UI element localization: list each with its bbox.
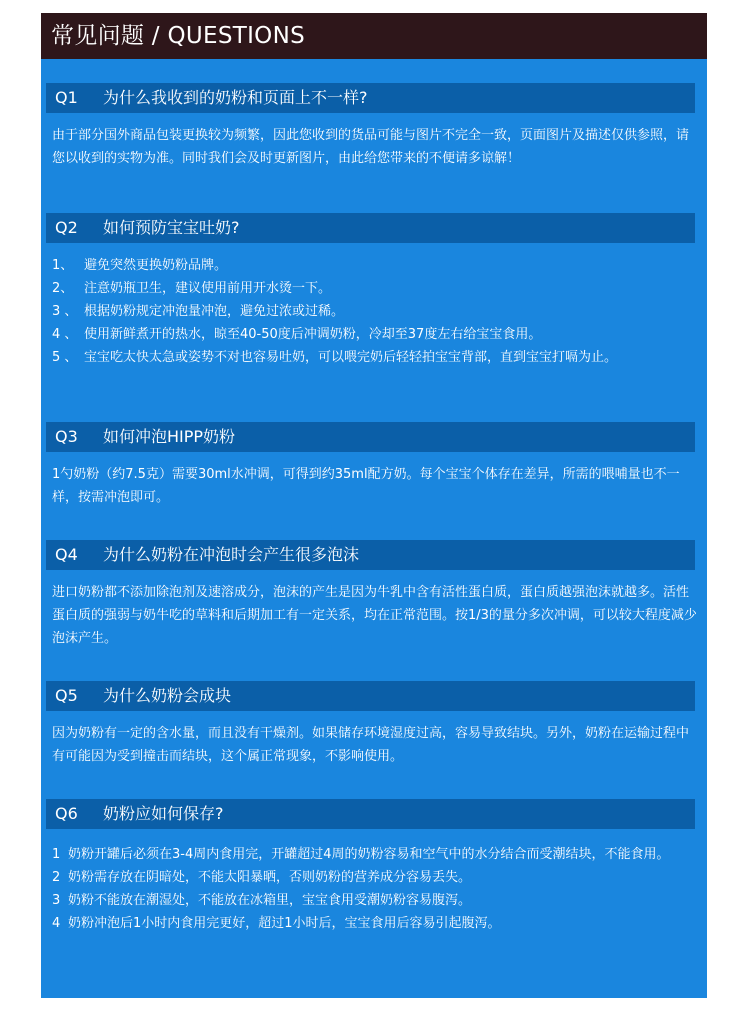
page-title: 常见问题 / QUESTIONS <box>41 13 707 59</box>
list-item-text: 注意奶瓶卫生，建议使用前用开水烫一下。 <box>84 281 332 296</box>
answer-paragraph: 由于部分国外商品包装更换较为频繁，因此您收到的货品可能与图片不完全一致，页面图片及描述仅供参照，请您以收到的实物为准。同时我们会及时更新图片，由此给您带来的不便请多谅解！ <box>52 128 690 166</box>
question-bar <box>46 681 695 711</box>
list-item-text: 宝宝吃太快太急或姿势不对也容易吐奶，可以喂完奶后轻轻拍宝宝背部，直到宝宝打嗝为止。 <box>84 350 618 365</box>
question-number: Q2 <box>55 218 78 237</box>
question-bar <box>46 422 695 452</box>
answer-text <box>41 463 707 509</box>
list-item-number: 2、 <box>52 281 74 296</box>
answer-paragraph: 进口奶粉都不添加除泡剂及速溶成分，泡沫的产生是因为牛乳中含有活性蛋白质，蛋白质越强泡沫就越多。活性蛋白质的强弱与奶牛吃的草料和后期加工有一定关系，均在正常范围。按1/3的量分多次冲调，可以较大程度减少泡沫产生。 <box>52 585 697 646</box>
question-number: Q1 <box>55 88 78 107</box>
list-item-text: 使用新鲜煮开的热水，晾至40-50度后冲调奶粉，冷却至37度左右给宝宝食用。 <box>84 327 542 342</box>
question-text: 奶粉应如何保存? <box>103 804 224 823</box>
list-item <box>52 889 699 912</box>
list-item <box>52 300 699 323</box>
answer-paragraph: 1勺奶粉（约7.5克）需要30ml水冲调，可得到约35ml配方奶。每个宝宝个体存在差异，所需的喂哺量也不一样，按需冲泡即可。 <box>52 467 680 505</box>
list-item-number: 5 、 <box>52 350 78 365</box>
list-item-text: 奶粉开罐后必须在3-4周内食用完，开罐超过4周的奶粉容易和空气中的水分结合而受潮结块，不能食用。 <box>68 847 670 862</box>
list-item-number: 4 <box>52 916 61 931</box>
faq-item-q5 <box>41 681 707 768</box>
list-item-text: 根据奶粉规定冲泡量冲泡，避免过浓或过稀。 <box>84 304 345 319</box>
question-bar <box>46 540 695 570</box>
list-item-text: 奶粉需存放在阴暗处，不能太阳暴晒，否则奶粉的营养成分容易丢失。 <box>68 870 472 885</box>
faq-panel <box>41 13 707 998</box>
question-number: Q6 <box>55 804 78 823</box>
list-item-number: 3 、 <box>52 304 78 319</box>
question-text: 如何冲泡HIPP奶粉 <box>103 427 236 446</box>
list-item <box>52 277 699 300</box>
list-item-number: 1 <box>52 847 61 862</box>
list-item <box>52 254 699 277</box>
question-text: 为什么奶粉在冲泡时会产生很多泡沫 <box>103 545 360 564</box>
question-bar <box>46 213 695 243</box>
question-number: Q3 <box>55 427 78 446</box>
list-item <box>52 346 699 369</box>
list-item-number: 4 、 <box>52 327 78 342</box>
list-item-number: 2 <box>52 870 61 885</box>
question-number: Q5 <box>55 686 78 705</box>
answer-paragraph: 因为奶粉有一定的含水量，而且没有干燥剂。如果储存环境湿度过高，容易导致结块。另外，奶粉在运输过程中有可能因为受到撞击而结块，这个属正常现象，不影响使用。 <box>52 726 690 764</box>
list-item-number: 1、 <box>52 258 74 273</box>
question-text: 为什么我收到的奶粉和页面上不一样? <box>103 88 368 107</box>
list-item-text: 奶粉冲泡后1小时内食用完更好，超过1小时后，宝宝食用后容易引起腹泻。 <box>68 916 501 931</box>
question-text: 为什么奶粉会成块 <box>103 686 232 705</box>
list-item-text: 奶粉不能放在潮湿处，不能放在冰箱里，宝宝食用受潮奶粉容易腹泻。 <box>68 893 472 908</box>
faq-item-q6 <box>41 799 707 935</box>
list-item <box>52 843 699 866</box>
list-item <box>52 866 699 889</box>
answer-text <box>41 124 707 170</box>
list-item <box>52 323 699 346</box>
list-item-text: 避免突然更换奶粉品牌。 <box>84 258 228 273</box>
question-bar <box>46 83 695 113</box>
list-item <box>52 912 699 935</box>
faq-item-q2 <box>41 213 707 369</box>
answer-text <box>41 581 707 650</box>
faq-item-q4 <box>41 540 707 650</box>
list-item-number: 3 <box>52 893 61 908</box>
faq-item-q1 <box>41 83 707 170</box>
answer-text <box>41 722 707 768</box>
answer-list <box>41 254 707 369</box>
answer-list <box>41 843 707 935</box>
question-text: 如何预防宝宝吐奶? <box>103 218 240 237</box>
question-bar <box>46 799 695 829</box>
question-number: Q4 <box>55 545 78 564</box>
faq-item-q3 <box>41 422 707 509</box>
